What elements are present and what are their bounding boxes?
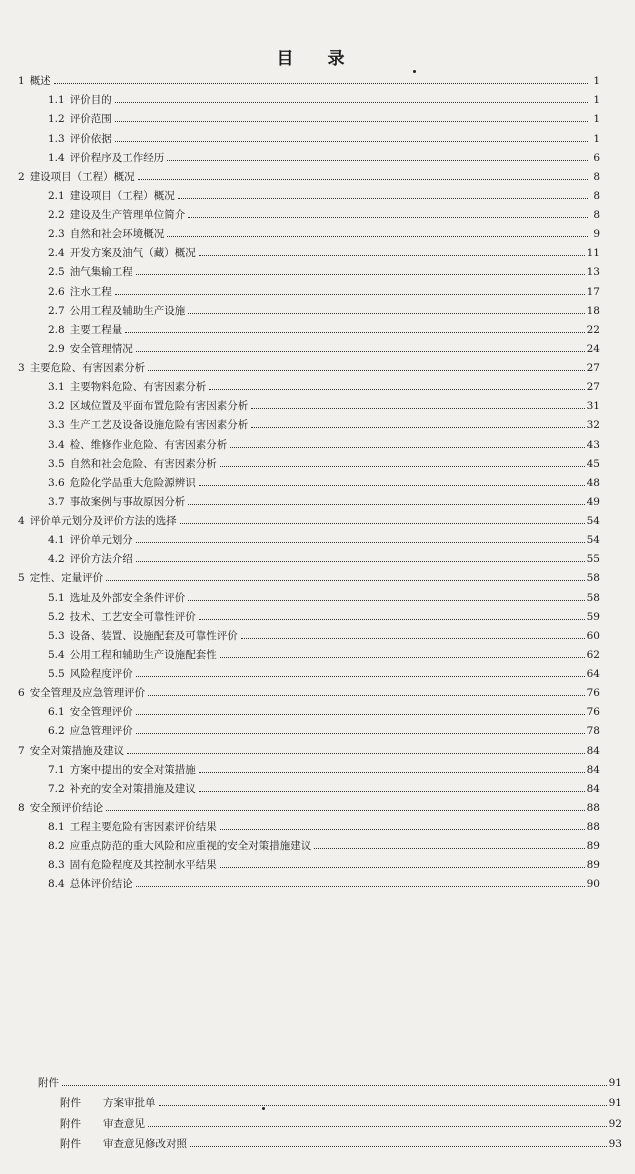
dot-leader — [314, 848, 584, 849]
section-number: 7.2 — [48, 782, 65, 795]
appendix-label: 附件 — [60, 1097, 81, 1109]
toc-section — [18, 393, 600, 412]
dot-leader — [167, 160, 588, 161]
toc-section — [18, 317, 600, 336]
page-number: 45 — [586, 457, 600, 470]
dot-leader — [241, 638, 585, 639]
dot-leader — [136, 274, 585, 275]
page-title: 目 录 — [276, 49, 359, 69]
page-number: 84 — [586, 763, 600, 776]
page-number: 59 — [586, 610, 600, 623]
section-title: 公用工程及辅助生产设施 — [69, 304, 186, 317]
section-title: 概述 — [29, 75, 51, 88]
toc-section — [18, 125, 600, 144]
section-title: 安全管理情况 — [69, 342, 133, 355]
appendix-item-title: 审查意见 — [103, 1117, 145, 1130]
toc-section — [18, 661, 600, 680]
section-number: 1.3 — [48, 132, 65, 145]
dot-leader — [136, 351, 585, 352]
dot-leader — [115, 141, 588, 142]
section-title: 主要物料危险、有害因素分析 — [69, 381, 207, 394]
section-number: 3.1 — [48, 381, 65, 394]
toc-chapter — [18, 355, 600, 374]
dot-leader — [180, 523, 585, 524]
page-number: 91 — [608, 1097, 622, 1109]
section-title: 评价依据 — [69, 132, 112, 145]
toc-section — [18, 527, 600, 546]
dot-leader — [159, 1105, 607, 1106]
section-number: 5.5 — [48, 668, 65, 680]
toc-chapter — [18, 680, 600, 699]
dot-leader — [188, 600, 584, 601]
dot-leader — [230, 447, 584, 448]
dot-leader — [148, 695, 584, 696]
page-number: 48 — [586, 476, 600, 489]
section-number: 2.7 — [48, 304, 65, 317]
dot-leader — [220, 829, 585, 830]
section-number: 3.4 — [48, 438, 65, 451]
section-number: 4.1 — [48, 534, 65, 547]
dot-leader — [115, 121, 588, 122]
section-title: 评价单元划分 — [69, 534, 133, 547]
section-title: 方案中提出的安全对策措施 — [69, 763, 196, 776]
section-number: 6.2 — [48, 725, 65, 738]
page-number: 1 — [593, 113, 600, 126]
dot-leader — [127, 753, 584, 754]
toc-section — [18, 278, 600, 297]
section-number: 8.1 — [48, 821, 65, 833]
toc-section — [18, 470, 600, 489]
page-number: 92 — [608, 1117, 622, 1130]
section-title: 技术、工艺安全可靠性评价 — [69, 610, 196, 623]
section-title: 固有危险程度及其控制水平结果 — [69, 859, 217, 872]
section-title: 评价单元划分及评价方法的选择 — [29, 515, 177, 527]
page-number: 8 — [593, 170, 600, 183]
section-title: 事故案例与事故原因分析 — [69, 495, 186, 508]
section-number: 5.2 — [48, 610, 65, 623]
dot-leader — [199, 485, 585, 486]
dot-leader — [136, 561, 585, 562]
toc-section — [18, 814, 600, 833]
section-title: 主要工程量 — [69, 323, 123, 336]
appendix-header — [38, 1068, 622, 1089]
section-number: 5.3 — [48, 629, 65, 642]
dot-leader — [220, 657, 585, 658]
section-number: 5 — [18, 572, 25, 585]
page-number: 54 — [586, 515, 600, 527]
section-number: 5.4 — [48, 648, 65, 661]
toc-section — [18, 776, 600, 795]
section-title: 主要危险、有害因素分析 — [29, 362, 146, 374]
section-title: 安全管理评价 — [69, 706, 133, 719]
toc-section — [18, 374, 600, 393]
page-number: 1 — [593, 94, 600, 107]
page-number: 8 — [593, 189, 600, 202]
dot-leader — [220, 867, 585, 868]
dot-leader — [125, 332, 584, 333]
section-number: 3.2 — [48, 400, 65, 413]
appendix-item — [38, 1130, 622, 1151]
section-number: 1.4 — [48, 151, 65, 164]
toc-chapter — [18, 565, 600, 584]
toc-section — [18, 584, 600, 603]
toc-section — [18, 546, 600, 565]
appendix-item — [38, 1109, 622, 1130]
section-title: 安全管理及应急管理评价 — [29, 687, 146, 700]
page-number: 32 — [586, 419, 600, 432]
page-number: 58 — [586, 572, 600, 585]
dot-leader — [62, 1085, 607, 1086]
dot-leader — [136, 676, 585, 677]
section-title: 生产工艺及设备设施危险有害因素分析 — [69, 419, 249, 432]
page-number: 55 — [586, 553, 600, 566]
page-number: 24 — [586, 342, 600, 355]
appendix-label: 附件 — [60, 1138, 81, 1150]
page-number: 84 — [586, 782, 600, 795]
section-number: 2.5 — [48, 266, 65, 279]
appendix-section — [38, 1068, 622, 1150]
toc-section — [18, 221, 600, 240]
page-number: 64 — [586, 668, 600, 680]
dot-leader — [54, 83, 588, 84]
section-title: 评价范围 — [69, 113, 112, 126]
toc-chapter — [18, 68, 600, 87]
section-title: 建设项目（工程）概况 — [29, 170, 135, 183]
section-title: 区域位置及平面布置危险有害因素分析 — [69, 400, 249, 413]
page-number: 54 — [586, 534, 600, 547]
section-title: 评价目的 — [69, 94, 112, 107]
dot-leader — [188, 504, 584, 505]
page-number: 76 — [586, 706, 600, 719]
page-number: 88 — [586, 821, 600, 833]
section-number: 2.2 — [48, 209, 65, 221]
page-number: 88 — [586, 801, 600, 814]
dot-leader — [148, 370, 584, 371]
dot-leader — [188, 313, 584, 314]
section-number: 8 — [18, 801, 25, 814]
page-number: 89 — [586, 859, 600, 872]
toc-section — [18, 145, 600, 164]
section-number: 7 — [18, 744, 25, 757]
dot-leader — [251, 427, 584, 428]
dot-leader — [220, 466, 585, 467]
page-number: 76 — [586, 687, 600, 700]
section-number: 2.6 — [48, 285, 65, 298]
section-title: 选址及外部安全条件评价 — [69, 591, 186, 604]
page-number: 27 — [586, 381, 600, 394]
toc-chapter — [18, 508, 600, 527]
dot-leader — [136, 542, 585, 543]
section-title: 设备、装置、设施配套及可靠性评价 — [69, 629, 238, 642]
dot-leader — [138, 179, 588, 180]
dot-leader — [190, 1146, 607, 1147]
dot-leader — [167, 236, 588, 237]
section-number: 4.2 — [48, 553, 65, 566]
section-title: 公用工程和辅助生产设施配套性 — [69, 648, 217, 661]
section-number: 7.1 — [48, 763, 65, 776]
section-title: 风险程度评价 — [69, 668, 133, 680]
page-number: 6 — [593, 151, 600, 164]
section-title: 油气集输工程 — [69, 266, 133, 279]
dot-leader — [199, 619, 585, 620]
toc-section — [18, 604, 600, 623]
toc-section — [18, 202, 600, 221]
section-title: 安全对策措施及建议 — [29, 744, 125, 757]
dot-leader — [136, 733, 585, 734]
section-title: 建设及生产管理单位简介 — [69, 209, 186, 221]
section-number: 2.8 — [48, 323, 65, 336]
section-title: 应重点防范的重大风险和应重视的安全对策措施建议 — [69, 840, 312, 853]
appendix-label: 附件 — [60, 1117, 81, 1130]
toc-section — [18, 106, 600, 125]
toc-section — [18, 240, 600, 259]
section-number: 3.7 — [48, 495, 65, 508]
section-title: 自然和社会环境概况 — [69, 228, 165, 241]
appendix-title: 附件 — [38, 1076, 59, 1089]
appendix-item — [38, 1089, 622, 1110]
section-title: 应急管理评价 — [69, 725, 133, 738]
dot-leader — [115, 294, 585, 295]
dot-leader — [106, 580, 584, 581]
section-number: 5.1 — [48, 591, 65, 604]
dot-leader — [188, 217, 588, 218]
toc-section — [18, 852, 600, 871]
section-title: 定性、定量评价 — [29, 572, 104, 585]
page-number: 31 — [586, 400, 600, 413]
section-number: 8.4 — [48, 878, 65, 891]
section-number: 8.3 — [48, 859, 65, 872]
page-number: 1 — [593, 132, 600, 145]
dot-leader — [178, 198, 588, 199]
section-title: 检、维修作业危险、有害因素分析 — [69, 438, 228, 451]
section-number: 6.1 — [48, 706, 65, 719]
dot-leader — [199, 772, 585, 773]
section-number: 1.1 — [48, 94, 65, 107]
toc-section — [18, 431, 600, 450]
dot-leader — [136, 886, 585, 887]
page-number: 62 — [586, 648, 600, 661]
section-number: 4 — [18, 515, 25, 527]
toc-section — [18, 699, 600, 718]
toc-chapter — [18, 164, 600, 183]
toc-section — [18, 833, 600, 852]
page-number: 1 — [593, 75, 600, 88]
section-title: 补充的安全对策措施及建议 — [69, 782, 196, 795]
page-number: 11 — [586, 247, 600, 260]
toc-section — [18, 642, 600, 661]
appendix-item-title: 方案审批单 — [103, 1097, 156, 1109]
section-number: 2.3 — [48, 228, 65, 241]
section-number: 3.5 — [48, 457, 65, 470]
toc-section — [18, 623, 600, 642]
page-number: 9 — [593, 228, 600, 241]
page-number: 13 — [586, 266, 600, 279]
toc-chapter — [18, 795, 600, 814]
section-number: 3 — [18, 362, 25, 374]
section-number: 2.1 — [48, 189, 65, 202]
toc-section — [18, 757, 600, 776]
dot-leader — [148, 1126, 607, 1127]
page-number: 58 — [586, 591, 600, 604]
dot-leader — [136, 714, 585, 715]
page-number: 18 — [586, 304, 600, 317]
toc-section — [18, 336, 600, 355]
toc-chapter — [18, 737, 600, 756]
dot-leader — [199, 255, 585, 256]
page-number: 78 — [586, 725, 600, 738]
section-title: 建设项目（工程）概况 — [69, 189, 175, 202]
section-title: 自然和社会危险、有害因素分析 — [69, 457, 217, 470]
toc-section — [18, 871, 600, 890]
page-number: 49 — [586, 495, 600, 508]
page-number: 84 — [586, 744, 600, 757]
section-number: 1 — [18, 75, 25, 88]
page-number: 60 — [586, 629, 600, 642]
section-title: 安全预评价结论 — [29, 801, 104, 814]
toc-section — [18, 412, 600, 431]
page-number: 27 — [586, 362, 600, 374]
section-number: 1.2 — [48, 113, 65, 126]
section-title: 开发方案及油气（藏）概况 — [69, 247, 196, 260]
section-number: 3.3 — [48, 419, 65, 432]
section-title: 总体评价结论 — [69, 878, 133, 891]
page-number: 91 — [608, 1076, 622, 1089]
section-number: 6 — [18, 687, 25, 700]
section-number: 2.9 — [48, 342, 65, 355]
toc-section — [18, 87, 600, 106]
toc-section — [18, 183, 600, 202]
appendix-item-title: 审查意见修改对照 — [103, 1138, 187, 1150]
dot-leader — [115, 102, 588, 103]
section-title: 评价方法介绍 — [69, 553, 133, 566]
page-number: 43 — [586, 438, 600, 451]
page-number: 22 — [586, 323, 600, 336]
toc-section — [18, 259, 600, 278]
section-number: 2 — [18, 170, 25, 183]
page-number: 17 — [586, 285, 600, 298]
dot-leader — [199, 791, 585, 792]
table-of-contents — [18, 68, 600, 890]
section-title: 危险化学品重大危险源辨识 — [69, 476, 196, 489]
page-number: 93 — [608, 1138, 622, 1150]
page-number: 8 — [593, 209, 600, 221]
section-title: 注水工程 — [69, 285, 112, 298]
toc-section — [18, 489, 600, 508]
toc-section — [18, 718, 600, 737]
section-title: 工程主要危险有害因素评价结果 — [69, 821, 217, 833]
toc-section — [18, 298, 600, 317]
toc-section — [18, 451, 600, 470]
page-number: 89 — [586, 840, 600, 853]
section-number: 2.4 — [48, 247, 65, 260]
dot-leader — [209, 389, 584, 390]
appendix-list — [38, 1089, 622, 1151]
dot-leader — [106, 810, 584, 811]
section-number: 3.6 — [48, 476, 65, 489]
page-number: 90 — [586, 878, 600, 891]
section-number: 8.2 — [48, 840, 65, 853]
dot-leader — [251, 408, 584, 409]
section-title: 评价程序及工作经历 — [69, 151, 165, 164]
